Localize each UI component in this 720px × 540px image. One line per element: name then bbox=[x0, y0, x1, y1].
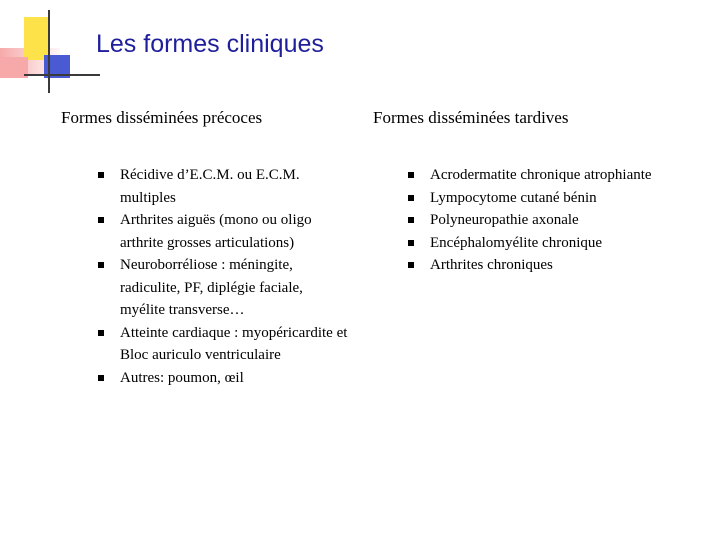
corner-decoration-horizontal-line bbox=[24, 74, 100, 76]
square-bullet-icon bbox=[408, 262, 414, 268]
list-item bbox=[98, 322, 348, 367]
list-item-text: Neuroborréliose : méningite, radiculite, PF, diplégie faciale, myélite transverse… bbox=[120, 257, 303, 318]
square-bullet-icon bbox=[98, 330, 104, 336]
square-bullet-icon bbox=[98, 375, 104, 381]
list-item bbox=[98, 367, 348, 390]
list-item bbox=[98, 164, 348, 209]
early-forms-list bbox=[98, 164, 348, 389]
square-bullet-icon bbox=[408, 172, 414, 178]
right-column-heading: Formes disséminées tardives bbox=[373, 108, 569, 127]
list-item bbox=[408, 254, 658, 277]
list-item bbox=[98, 209, 348, 254]
list-item-text: Encéphalomyélite chronique bbox=[430, 234, 603, 251]
corner-decoration-vertical-line bbox=[48, 10, 50, 93]
list-item-text: Atteinte cardiaque : myopéricardite et Bloc auriculo ventriculaire bbox=[120, 324, 348, 363]
list-item-text: Arthrites aiguës (mono ou oligo arthrite grosses articulations) bbox=[120, 212, 312, 251]
list-item-text: Autres: poumon, œil bbox=[120, 369, 244, 386]
list-item-text: Polyneuropathie axonale bbox=[430, 212, 579, 228]
square-bullet-icon bbox=[98, 172, 104, 178]
list-item-text: Arthrites chroniques bbox=[430, 257, 553, 273]
corner-decoration-yellow bbox=[24, 17, 50, 60]
late-forms-list bbox=[408, 164, 658, 277]
left-column-heading: Formes disséminées précoces bbox=[61, 108, 263, 127]
list-item bbox=[408, 209, 658, 232]
slide-title: Les formes cliniques bbox=[96, 30, 324, 58]
list-item bbox=[408, 187, 658, 210]
square-bullet-icon bbox=[408, 217, 414, 223]
list-item bbox=[98, 254, 348, 322]
square-bullet-icon bbox=[408, 195, 414, 201]
list-item bbox=[408, 164, 658, 187]
list-item-text: Acrodermatite chronique atrophiante bbox=[430, 167, 652, 183]
list-item-text: Lympocytome cutané bénin bbox=[430, 189, 597, 206]
square-bullet-icon bbox=[98, 262, 104, 268]
list-item-text: Récidive d’E.C.M. ou E.C.M. multiples bbox=[120, 167, 300, 206]
list-item bbox=[408, 232, 658, 255]
square-bullet-icon bbox=[98, 217, 104, 223]
square-bullet-icon bbox=[408, 240, 414, 246]
